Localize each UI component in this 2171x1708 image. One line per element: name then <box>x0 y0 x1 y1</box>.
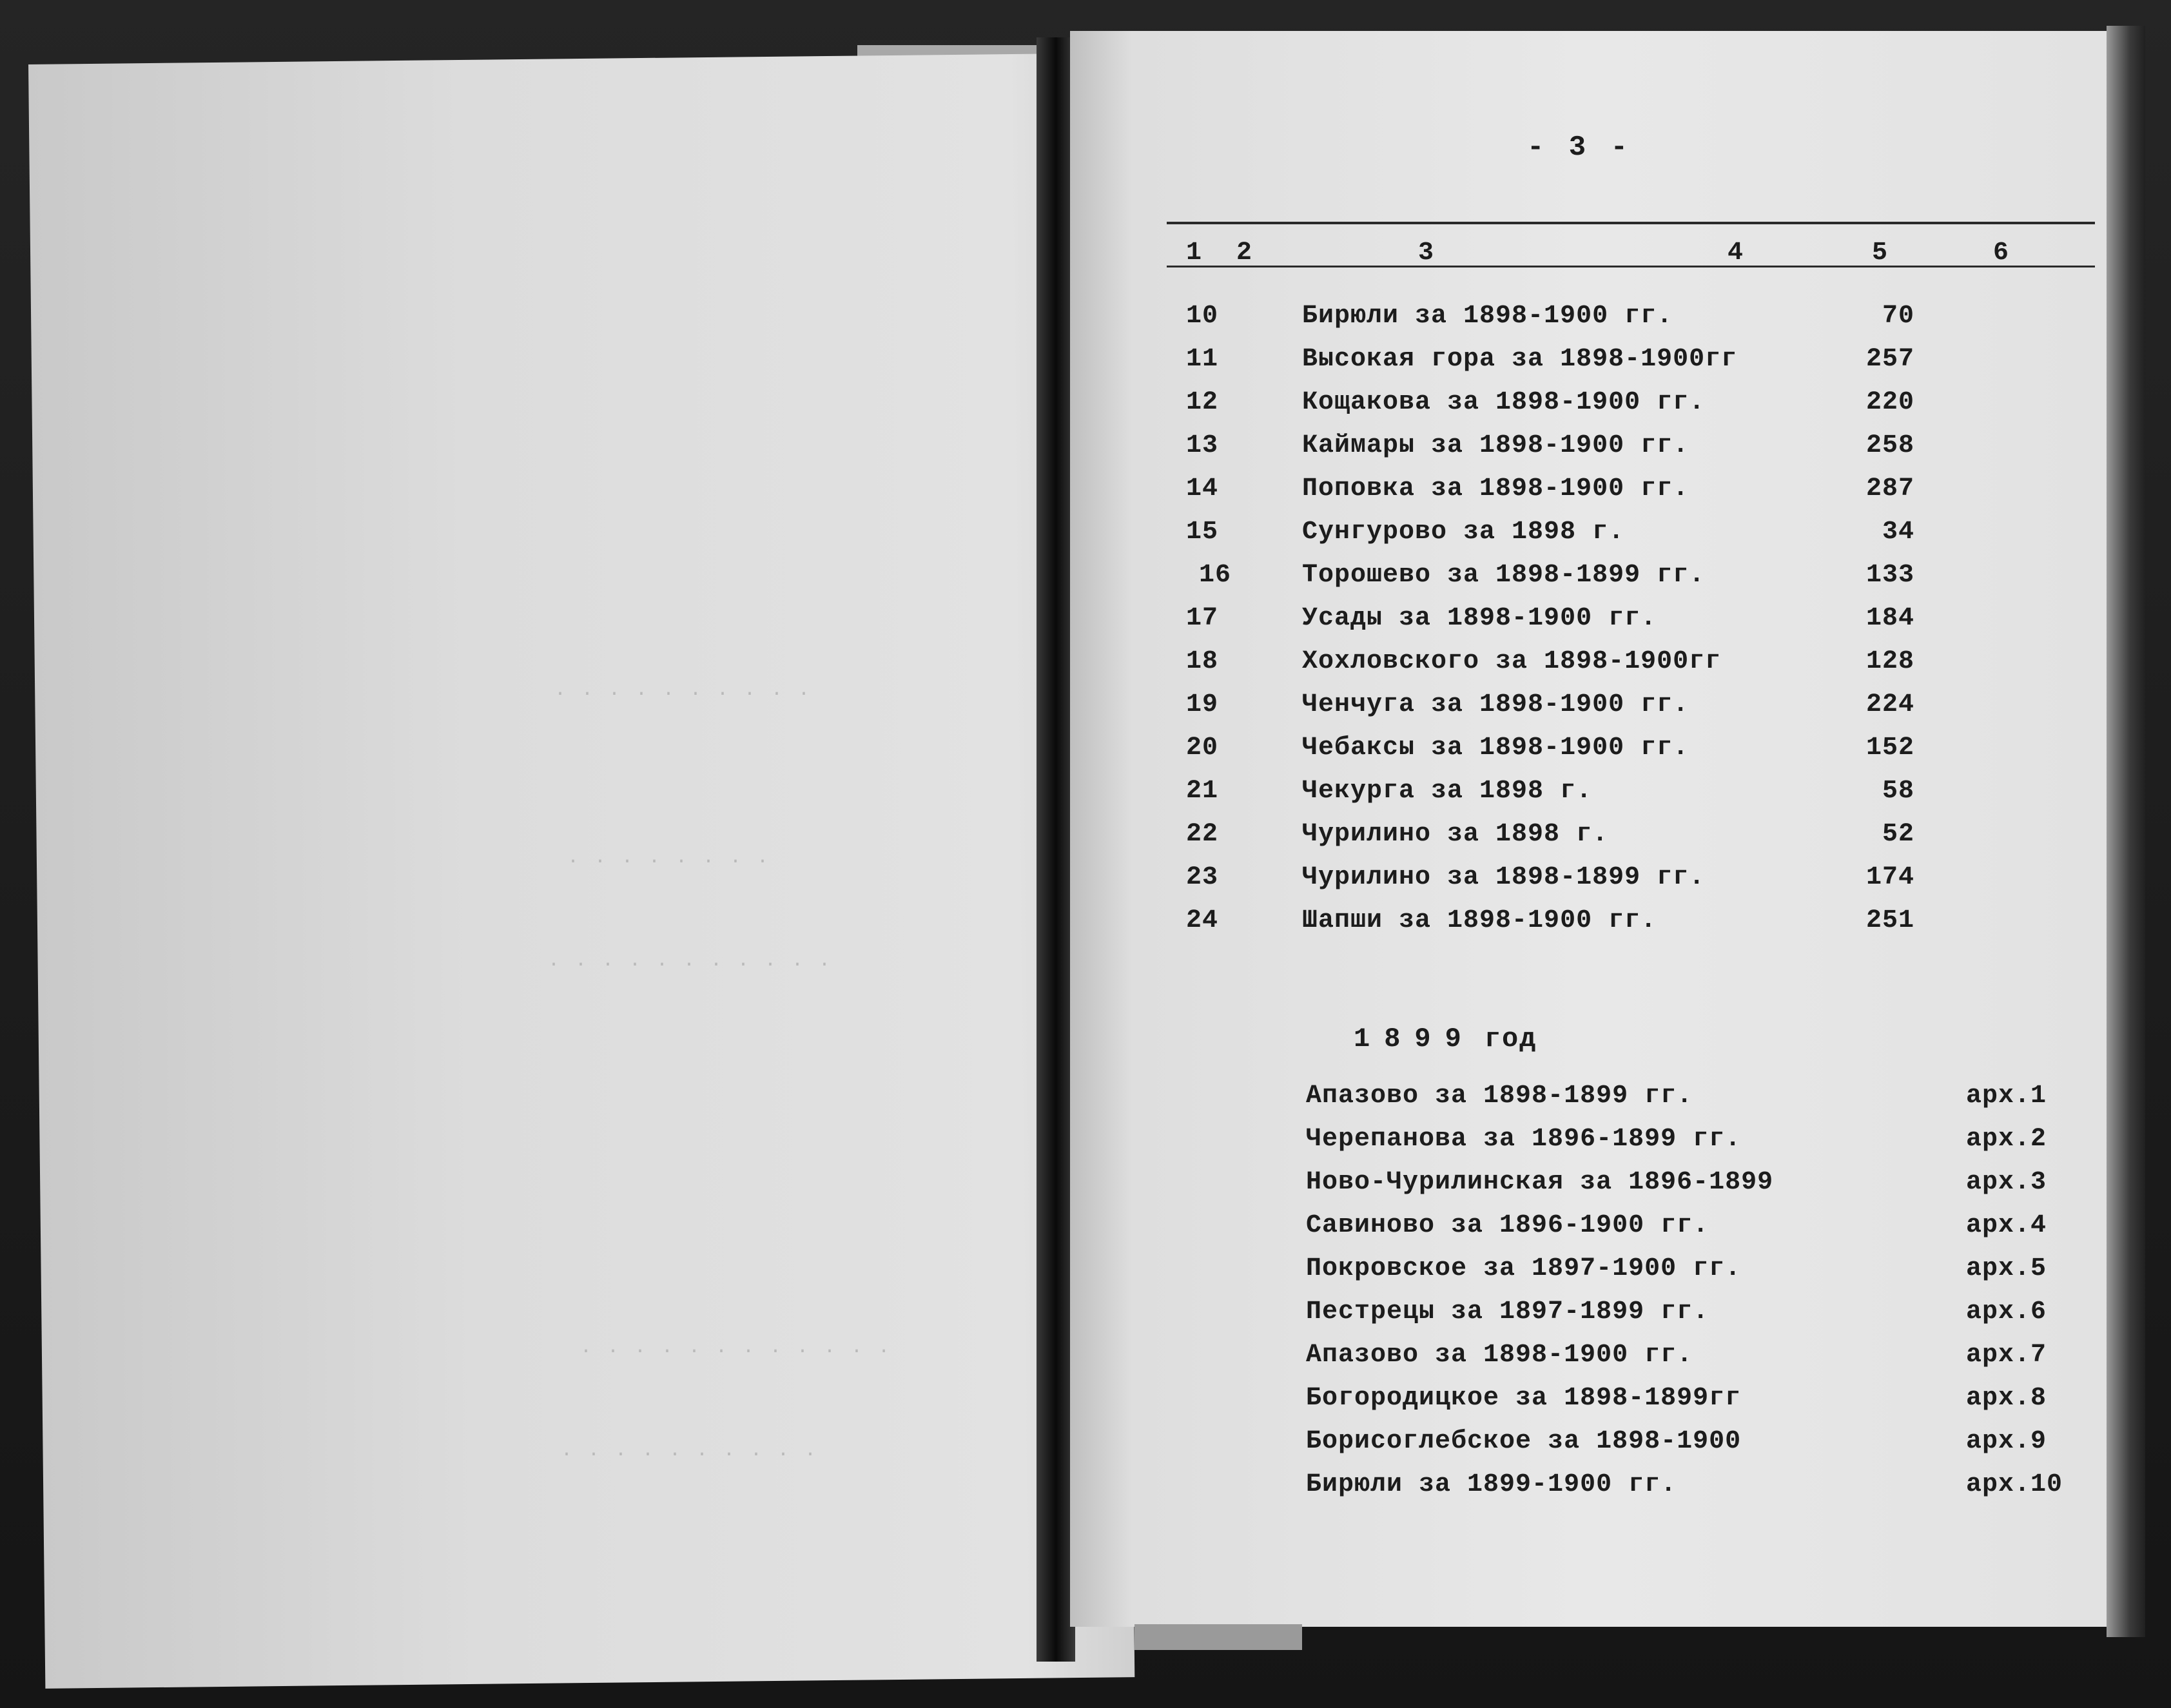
archive-ref: арх.4 <box>1966 1211 2047 1240</box>
row-number: 16 <box>1199 561 1232 590</box>
row-title: Каймары за 1898-1900 гг. <box>1302 431 1689 460</box>
row-number: 13 <box>1186 431 1219 460</box>
row-number: 10 <box>1186 302 1219 331</box>
archive-ref: арх.5 <box>1966 1254 2047 1283</box>
right-page-edge <box>2107 26 2145 1637</box>
page-content <box>1070 31 2108 1627</box>
archive-ref: арх.6 <box>1966 1297 2047 1326</box>
archive-row <box>1070 1125 2108 1163</box>
row-count: 220 <box>1865 388 1914 417</box>
row-title: Торошево за 1898-1899 гг. <box>1302 561 1706 590</box>
row-count: 34 <box>1882 518 1914 547</box>
row-number: 20 <box>1186 733 1219 762</box>
archive-row <box>1070 1427 2108 1466</box>
archive-title: Покровское за 1897-1900 гг. <box>1306 1254 1742 1283</box>
table-row <box>1070 777 2108 815</box>
row-number: 23 <box>1186 863 1219 892</box>
archive-title: Пестрецы за 1897-1899 гг. <box>1306 1297 1709 1326</box>
table-row <box>1070 733 2108 772</box>
archive-ref: арх.10 <box>1966 1470 2063 1499</box>
archive-ref: арх.1 <box>1966 1082 2047 1111</box>
row-title: Чурилино за 1898-1899 гг. <box>1302 863 1706 892</box>
table-header-rule <box>1167 266 2095 267</box>
archive-ref: арх.7 <box>1966 1341 2047 1370</box>
book-spine <box>1037 37 1075 1662</box>
row-number: 22 <box>1186 820 1219 849</box>
row-title: Хохловского за 1898-1900гг <box>1302 647 1722 676</box>
archive-row <box>1070 1082 2108 1120</box>
table-row <box>1070 388 2108 427</box>
table-row <box>1070 518 2108 556</box>
row-title: Поповка за 1898-1900 гг. <box>1302 474 1689 503</box>
page-number: - 3 - <box>1526 131 1632 164</box>
bleed-through-mark: · · · · · · · · · · <box>554 683 812 705</box>
row-title: Усады за 1898-1900 гг. <box>1302 604 1657 633</box>
row-title: Ченчуга за 1898-1900 гг. <box>1302 690 1689 719</box>
row-title: Чебаксы за 1898-1900 гг. <box>1302 733 1689 762</box>
archive-title: Борисоглебское за 1898-1900 <box>1306 1427 1742 1456</box>
table-top-rule <box>1167 222 2095 224</box>
column-header: 5 <box>1872 238 1888 267</box>
archive-title: Богородицкое за 1898-1899гг <box>1306 1384 1742 1413</box>
archive-title: Савиново за 1896-1900 гг. <box>1306 1211 1709 1240</box>
row-title: Шапши за 1898-1900 гг. <box>1302 906 1657 935</box>
bleed-through-mark: · · · · · · · · · · · <box>548 954 833 976</box>
archive-ref: арх.2 <box>1966 1125 2047 1154</box>
archive-row <box>1070 1168 2108 1207</box>
row-title: Кощакова за 1898-1900 гг. <box>1302 388 1706 417</box>
row-count: 251 <box>1865 906 1914 935</box>
row-count: 224 <box>1865 690 1914 719</box>
row-count: 133 <box>1865 561 1914 590</box>
row-count: 58 <box>1882 777 1914 806</box>
table-row <box>1070 820 2108 859</box>
archive-row <box>1070 1384 2108 1422</box>
table-row <box>1070 647 2108 686</box>
table-row <box>1070 345 2108 383</box>
archive-row <box>1070 1211 2108 1250</box>
column-header: 3 <box>1418 238 1434 267</box>
archive-ref: арх.9 <box>1966 1427 2047 1456</box>
archive-title: Апазово за 1898-1899 гг. <box>1306 1082 1693 1111</box>
row-number: 19 <box>1186 690 1219 719</box>
archive-title: Ново-Чурилинская за 1896-1899 <box>1306 1168 1774 1197</box>
table-row <box>1070 863 2108 902</box>
table-row <box>1070 431 2108 470</box>
table-row <box>1070 474 2108 513</box>
row-title: Чекурга за 1898 г. <box>1302 777 1593 806</box>
row-number: 21 <box>1186 777 1219 806</box>
table-row <box>1070 906 2108 945</box>
row-number: 11 <box>1186 345 1219 374</box>
row-number: 14 <box>1186 474 1219 503</box>
row-count: 70 <box>1882 302 1914 331</box>
row-number: 17 <box>1186 604 1219 633</box>
binding-tab-bottom <box>1134 1624 1302 1650</box>
bleed-through-mark: · · · · · · · · · · <box>561 1444 819 1466</box>
bleed-through-mark: · · · · · · · · · · · · <box>580 1341 892 1363</box>
archive-row <box>1070 1254 2108 1293</box>
section-year: 1899 <box>1354 1024 1475 1054</box>
section-heading <box>1354 1024 1537 1054</box>
section-unit: год <box>1484 1024 1537 1054</box>
row-count: 184 <box>1865 604 1914 633</box>
archive-row <box>1070 1341 2108 1379</box>
row-count: 174 <box>1865 863 1914 892</box>
archive-title: Апазово за 1898-1900 гг. <box>1306 1341 1693 1370</box>
row-count: 258 <box>1865 431 1914 460</box>
column-header: 6 <box>1993 238 2009 267</box>
row-count: 52 <box>1882 820 1914 849</box>
row-count: 128 <box>1865 647 1914 676</box>
table-row <box>1070 302 2108 340</box>
column-header: 1 <box>1186 238 1202 267</box>
row-title: Высокая гора за 1898-1900гг <box>1302 345 1738 374</box>
row-count: 287 <box>1865 474 1914 503</box>
row-number: 18 <box>1186 647 1219 676</box>
row-title: Бирюли за 1898-1900 гг. <box>1302 302 1673 331</box>
row-title: Чурилино за 1898 г. <box>1302 820 1609 849</box>
row-title: Сунгурово за 1898 г. <box>1302 518 1625 547</box>
column-header: 2 <box>1236 238 1252 267</box>
archive-row <box>1070 1470 2108 1509</box>
table-row <box>1070 561 2108 599</box>
row-count: 152 <box>1865 733 1914 762</box>
row-number: 12 <box>1186 388 1219 417</box>
archive-title: Черепанова за 1896-1899 гг. <box>1306 1125 1742 1154</box>
column-header: 4 <box>1728 238 1744 267</box>
table-row <box>1070 690 2108 729</box>
archive-title: Бирюли за 1899-1900 гг. <box>1306 1470 1677 1499</box>
archive-row <box>1070 1297 2108 1336</box>
row-number: 24 <box>1186 906 1219 935</box>
bleed-through-mark: · · · · · · · · <box>567 851 771 873</box>
row-number: 15 <box>1186 518 1219 547</box>
archive-ref: арх.3 <box>1966 1168 2047 1197</box>
table-row <box>1070 604 2108 643</box>
archive-ref: арх.8 <box>1966 1384 2047 1413</box>
row-count: 257 <box>1865 345 1914 374</box>
